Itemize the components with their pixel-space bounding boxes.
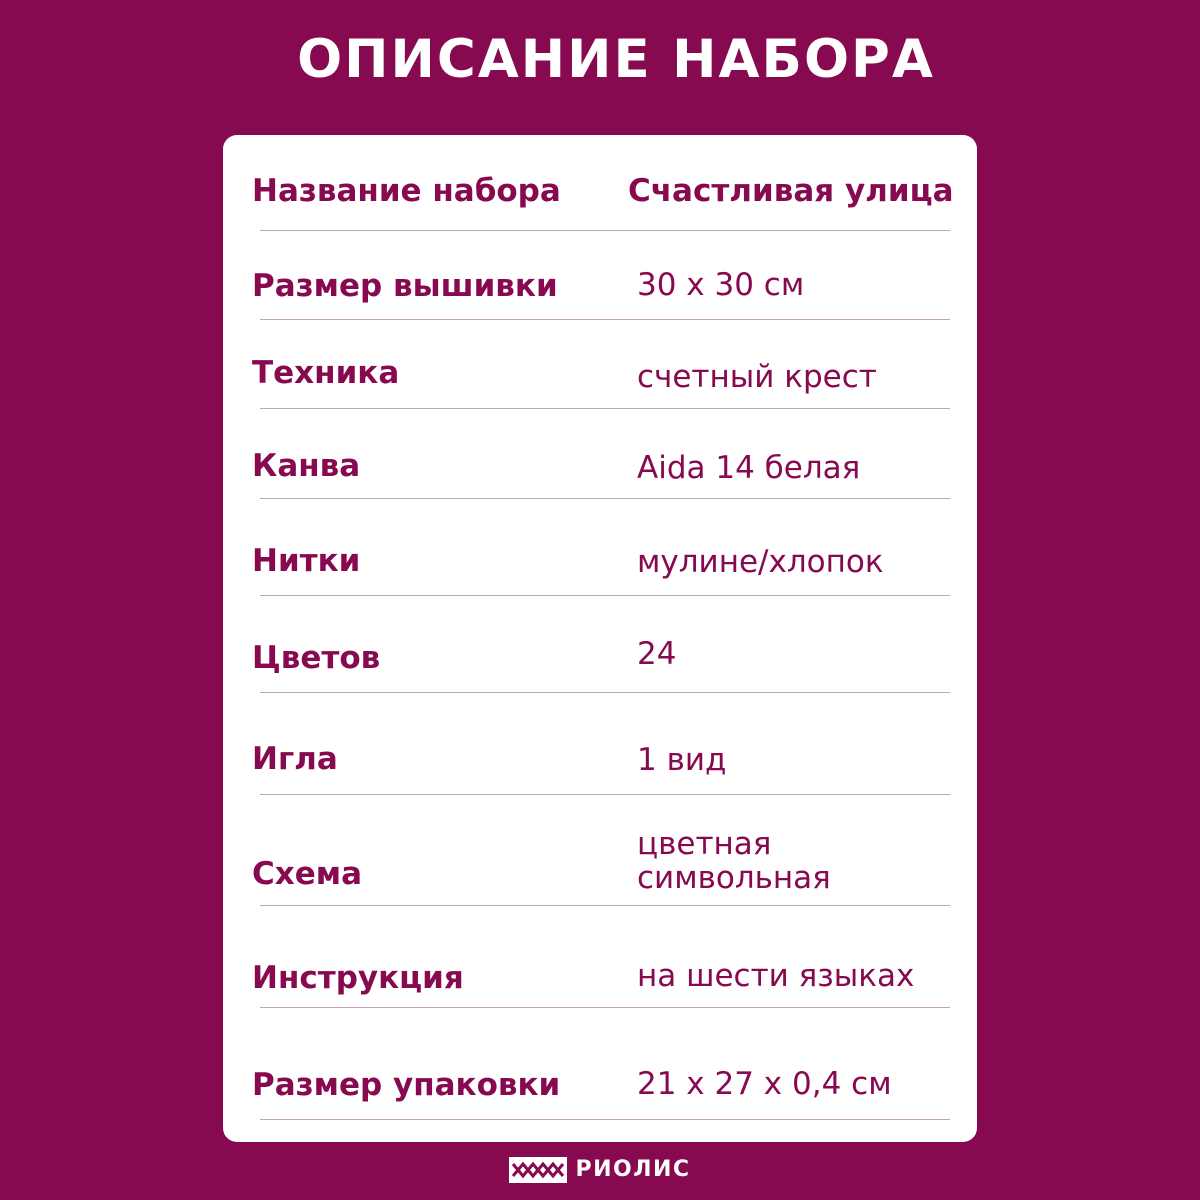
spec-value-instructions: на шести языках	[637, 958, 915, 994]
brand-name: РИОЛИС	[575, 1157, 691, 1182]
spec-value-needle: 1 вид	[637, 742, 727, 778]
spec-label-kit-name: Название набора	[252, 173, 561, 209]
brand-logo-icon	[509, 1157, 567, 1183]
spec-label-colors-count: Цветов	[252, 640, 381, 676]
spec-label-canvas: Канва	[252, 448, 361, 484]
spec-value-threads: мулине/хлопок	[637, 544, 884, 580]
spec-value-embroidery-size: 30 х 30 см	[637, 267, 805, 303]
spec-label-embroidery-size: Размер вышивки	[252, 268, 558, 304]
spec-value-package-size: 21 х 27 х 0,4 см	[637, 1066, 892, 1102]
spec-divider	[260, 408, 950, 409]
spec-divider	[260, 692, 950, 693]
spec-divider	[260, 794, 950, 795]
spec-label-technique: Техника	[252, 355, 400, 391]
spec-value-technique: счетный крест	[637, 359, 877, 395]
spec-divider	[260, 595, 950, 596]
spec-divider	[260, 1007, 950, 1008]
spec-label-instructions: Инструкция	[252, 960, 464, 996]
spec-value-kit-name: Счастливая улица	[628, 173, 954, 209]
spec-value-colors-count: 24	[637, 636, 677, 672]
spec-label-needle: Игла	[252, 741, 338, 777]
spec-divider	[260, 1119, 950, 1120]
spec-label-threads: Нитки	[252, 543, 361, 579]
page-title: ОПИСАНИЕ НАБОРА	[297, 29, 935, 90]
spec-divider	[260, 230, 950, 231]
spec-divider	[260, 905, 950, 906]
spec-divider	[260, 498, 950, 499]
spec-label-package-size: Размер упаковки	[252, 1067, 561, 1103]
brand-footer	[0, 1152, 1200, 1188]
spec-card	[223, 135, 977, 1142]
spec-value-chart-line2: символьная	[637, 860, 831, 896]
spec-value-canvas: Aida 14 белая	[637, 450, 861, 486]
spec-divider	[260, 319, 950, 320]
spec-value-chart-line1: цветная	[637, 826, 772, 862]
spec-label-chart: Схема	[252, 856, 363, 892]
